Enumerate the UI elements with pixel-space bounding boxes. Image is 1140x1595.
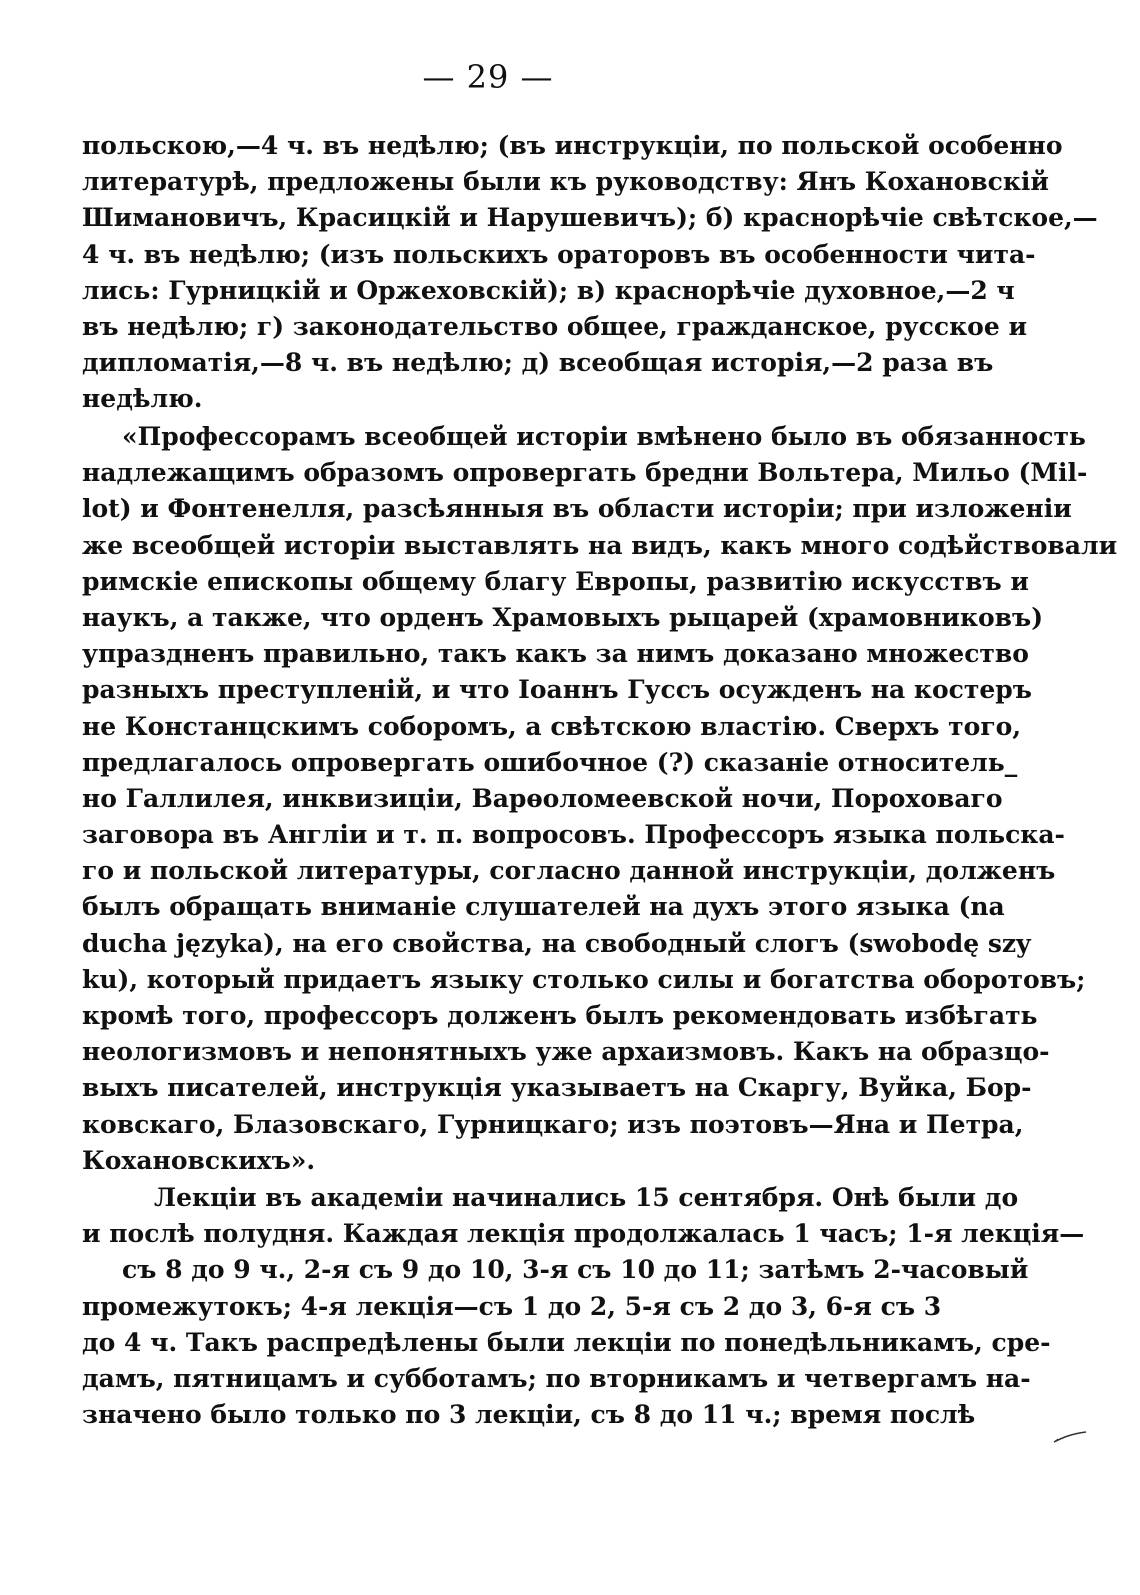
text-line: до 4 ч. Такъ распредѣлены были лекціи по понедѣльникамъ, сре- [82, 1327, 1051, 1357]
text-line: ku), который придаетъ языку столько силы и богатства оборотовъ; [82, 964, 1086, 994]
text-line: римскіе епископы общему благу Европы, развитію искусствъ и [82, 566, 1029, 596]
text-line: заговора въ Англіи и т. п. вопросовъ. Профессоръ языка польска- [82, 820, 1065, 850]
text-line: значено было только по 3 лекціи, съ 8 до 11 ч.; время послѣ [82, 1400, 976, 1430]
text-line: ковскаго, Блазовскаго, Гурницкаго; изъ поэтовъ—Яна и Петра, [82, 1109, 1024, 1139]
text-line: 4 ч. въ недѣлю; (изъ польскихъ ораторовъ въ особенности чита- [82, 239, 1036, 269]
text-line: промежутокъ; 4-я лекція—съ 1 до 2, 5-я съ 2 до 3, 6-я съ 3 [82, 1291, 942, 1321]
text-line: ducha języka), на его свойства, на свободный слогъ (swobodę szy [82, 928, 1031, 958]
text-line: надлежащимъ образомъ опровергать бредни Вольтера, Мильо (Mil- [82, 458, 1088, 488]
text-line: лись: Гурницкій и Оржеховскій); в) краснорѣчіе духовное,—2 ч [82, 275, 1015, 305]
text-line: литературѣ, предложены были къ руководству: Янъ Кохановскій [82, 167, 1049, 197]
paragraph-professors [82, 419, 1118, 1179]
text-line: Лекціи въ академіи начинались 15 сентября. Онѣ были до [154, 1183, 1019, 1212]
text-line: недѣлю. [82, 384, 203, 414]
text-line: съ 8 до 9 ч., 2-я съ 9 до 10, 3-я съ 10 до 11; затѣмъ 2-часовый [122, 1255, 1029, 1285]
text-line: го и польской литературы, согласно данной инструкціи, долженъ [82, 856, 1056, 886]
text-line: выхъ писателей, инструкція указываетъ на Скаргу, Вуйка, Бор- [82, 1073, 1032, 1103]
paragraph-lectures [82, 1180, 1085, 1433]
paragraph-continuation [82, 128, 1098, 418]
text-line: но Галлилея, инквизиціи, Варѳоломеевской ночи, Пороховаго [82, 783, 1003, 813]
text-line: же всеобщей исторіи выставлять на видъ, какъ много содѣйствовали [82, 530, 1118, 560]
text-line: не Констанцскимъ соборомъ, а свѣтскою властію. Сверхъ того, [82, 711, 1022, 741]
text-line: былъ обращать вниманіе слушателей на духъ этого языка (na [82, 892, 1005, 922]
text-line: и послѣ полудня. Каждая лекція продолжалась 1 часъ; 1-я лекція— [82, 1219, 1085, 1249]
text-line: «Профессорамъ всеобщей исторіи вмѣнено было въ обязанность [122, 422, 1086, 451]
margin-pencil-mark [1052, 1430, 1088, 1444]
text-line: наукъ, а также, что орденъ Храмовыхъ рыцарей (храмовниковъ) [82, 602, 1044, 632]
text-line: неологизмовъ и непонятныхъ уже архаизмовъ. Какъ на образцо- [82, 1037, 1050, 1067]
text-line: кромѣ того, профессоръ долженъ былъ рекомендовать избѣгать [82, 1001, 1038, 1030]
text-line: Шимановичъ, Красицкій и Нарушевичъ); б) краснорѣчіе свѣтское,— [82, 203, 1098, 233]
text-line: польскою,—4 ч. въ недѣлю; (въ инструкціи, по польской особенно [82, 131, 1063, 160]
text-line: Кохановскихъ». [82, 1145, 316, 1175]
text-line: дипломатія,—8 ч. въ недѣлю; д) всеобщая исторія,—2 раза въ [82, 348, 994, 378]
text-line: въ недѣлю; г) законодательство общее, гражданское, русское и [82, 311, 1028, 341]
text-line: дамъ, пятницамъ и субботамъ; по вторникамъ и четвергамъ на- [82, 1363, 1031, 1393]
text-line: предлагалось опровергать ошибочное (?) сказаніе относитель_ [82, 747, 1018, 777]
text-line: упраздненъ правильно, такъ какъ за нимъ доказано множество [82, 639, 1029, 669]
page-number: — 29 — [422, 58, 554, 96]
text-line: lot) и Фонтенелля, разсѣянныя въ области исторіи; при изложеніи [82, 494, 1072, 524]
text-line: разныхъ преступленій, и что Іоаннъ Гуссъ осужденъ на костеръ [82, 675, 1032, 705]
